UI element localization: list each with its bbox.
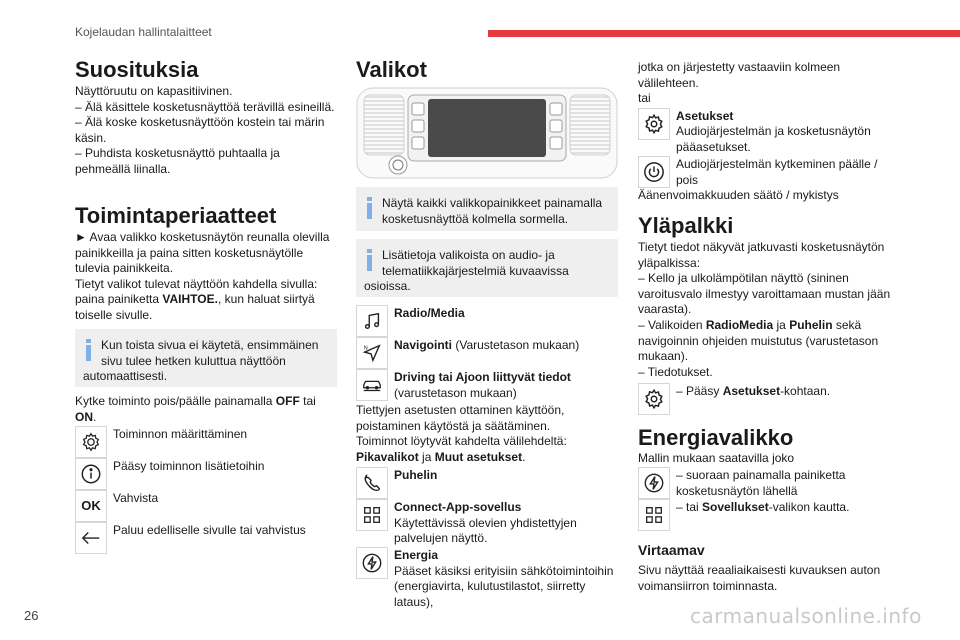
icon-row-ok: OK Vahvista	[75, 490, 337, 524]
energy-option-apps: – tai Sovellukset-valikon kautta.	[638, 499, 900, 533]
dashboard-illustration	[356, 87, 618, 179]
heading-virtaamav: Virtaamav	[638, 542, 705, 558]
info-box: Kun toista sivua ei käytetä, ensimmäinen sivu tulee hetken kuluttua näyttöön automaattisesti.	[75, 329, 337, 387]
info-icon	[75, 458, 107, 490]
running-header: Kojelaudan hallintalaitteet	[75, 25, 212, 39]
watermark: carmanualsonline.info	[690, 604, 922, 628]
info-marker-icon	[83, 339, 95, 361]
settings-gear-icon	[75, 426, 107, 458]
energy-bolt-icon	[638, 467, 670, 499]
icon-row-back: Paluu edelliselle sivulle tai vahvistus	[75, 522, 337, 556]
icon-row-info: Pääsy toiminnon lisätietoihin	[75, 458, 337, 492]
paragraph: – Puhdista kosketusnäyttö puhtaalla ja pehmeällä liinalla.	[75, 146, 280, 176]
car-icon	[356, 369, 388, 401]
phone-icon	[356, 467, 388, 499]
menu-row-energy: Energia Pääset käsiksi erityisiin sähkötoimintoihin (energiavirta, kulutustilastot, siirretty lataus),	[356, 547, 618, 595]
header-accent-bar	[488, 30, 960, 37]
music-note-icon	[356, 305, 388, 337]
menu-row-power: Audiojärjestelmän kytkeminen päälle / pois	[638, 156, 900, 190]
energy-bolt-icon	[356, 547, 388, 579]
recommendations-text	[75, 84, 337, 178]
heading-ylapalkki: Yläpalkki	[638, 213, 734, 238]
menu-row-settings: Asetukset	[638, 108, 900, 156]
menu-row-navigation: N Navigointi (Varustetason mukaan)	[356, 337, 618, 371]
navigation-arrow-icon	[356, 337, 388, 369]
flow-text: Sivu näyttää reaaliaikaisesti kuvauksen auton voimansiirron toiminnasta.	[638, 563, 881, 593]
menu-row-radio: Radio/Media	[356, 305, 618, 339]
apps-grid-icon	[356, 499, 388, 531]
principles-text	[75, 230, 337, 324]
info-marker-icon	[364, 249, 376, 271]
paragraph: Näyttöruutu on kapasitiivinen.	[75, 84, 233, 98]
menu-row-access-settings: – Pääsy Asetukset-kohtaan.	[638, 383, 900, 417]
icon-row-settings: Toiminnon määrittäminen	[75, 426, 337, 460]
menu-row-driving: Driving tai Ajoon liittyvät tiedot (varustetason mukaan)	[356, 369, 618, 403]
info-marker-icon	[364, 197, 376, 219]
settings-gear-icon	[638, 383, 670, 415]
settings-gear-icon	[638, 108, 670, 140]
menu-row-connect-app: Connect-App-sovellus Käytettävissä olevien yhdistettyjen palvelujen näyttö.	[356, 499, 618, 533]
paragraph: Tietyt valikot tulevat näyttöön kahdella sivulla: paina painiketta VAIHTOE., kun haluat siirtyä toiselle sivulle.	[75, 276, 318, 322]
heading-toimintaperiaatteet: Toimintaperiaatteet	[75, 203, 277, 228]
svg-text:N: N	[363, 345, 368, 352]
vaihtoe-label: VAIHTOE.	[162, 292, 218, 307]
ok-icon: OK	[75, 490, 107, 522]
volume-text: Äänenvoimakkuuden säätö / mykistys	[638, 188, 839, 202]
driving-description: Tiettyjen asetusten ottaminen käyttöön, poistaminen käytöstä ja säätäminen. Toiminnot löytyvät kahdelta välilehdeltä: Pikavalikot ja Muut asetukset.	[356, 403, 567, 464]
energy-menu-intro: Mallin mukaan saatavilla joko	[638, 451, 795, 465]
top-bar-text: Tietyt tiedot näkyvät jatkuvasti kosketusnäytön yläpalkissa: – Kello ja ulkolämpötilan näyttö (sininen varoitusvalo ilmestyy varoittamaan mustan jään vaarasta). – Valikoiden RadioMedia ja Puhelin sekä navigoinnin ohjeiden muistutus (varustetason mukaan). – Tiedotukset.	[638, 240, 891, 379]
paragraph: – Älä käsittele kosketusnäyttöä terävillä esineillä.	[75, 99, 335, 114]
settings-sub-text: Audiojärjestelmän ja kosketusnäytön pääasetukset.	[676, 124, 871, 154]
page-number: 26	[24, 608, 39, 623]
energy-option-button: – suoraan painamalla painiketta kosketusnäytön lähellä	[638, 467, 900, 501]
paragraph-off-on: Kytke toiminto pois/päälle painamalla OFF tai ON.	[75, 394, 316, 424]
heading-valikot: Valikot	[356, 57, 427, 82]
heading-suositukset: Suosituksia	[75, 57, 199, 82]
power-button-icon	[638, 156, 670, 188]
back-arrow-icon	[75, 522, 107, 554]
paragraph: ► Avaa valikko kosketusnäytön reunalla olevilla painikkeilla ja paina sitten kosketusnäytölle tulevia painikkeita.	[75, 230, 330, 276]
heading-energiavalikko: Energiavalikko	[638, 425, 794, 450]
menu-row-phone: Puhelin	[356, 467, 618, 501]
info-box: Näytä kaikki valikkopainikkeet painamalla kosketusnäyttöä kolmella sormella.	[356, 187, 618, 231]
apps-grid-icon	[638, 499, 670, 531]
info-box: Lisätietoja valikoista on audio- ja telematiikkajärjestelmiä kuvaavissa osioissa.	[356, 239, 618, 297]
energy-continued-text: jotka on järjestetty vastaaviin kolmeen välilehteen. tai	[638, 60, 841, 106]
paragraph: – Älä koske kosketusnäyttöön kostein tai märin käsin.	[75, 115, 325, 145]
